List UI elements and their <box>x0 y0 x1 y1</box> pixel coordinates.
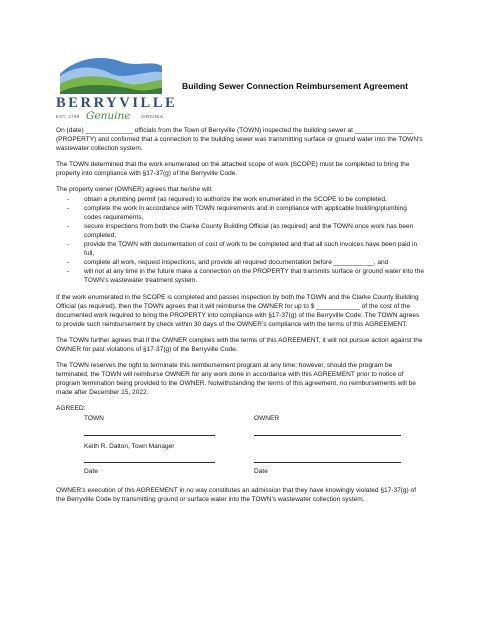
paragraph-termination: The TOWN reserves the right to terminate this reimbursement program at any time; however, should the program be terminated, the TOWN will reimburse OWNER for any work done in accordance with this AGREEMENT prior to notice of program termination being provided to the OWNER. Notwithstanding the terms of this agreement, no reimbursements will be made after December 15, 2022. <box>56 362 416 397</box>
list-item: - secure inspections from both the Clarke County Building Official (as required) and the TOWN once work has been completed, <box>67 222 414 239</box>
owner-date-label: Date <box>254 467 268 475</box>
berryville-logo <box>56 52 178 130</box>
document-title: Building Sewer Connection Reimbursement Agreement <box>182 81 409 91</box>
logo-state: VIRGINIA <box>141 114 164 119</box>
list-item: - complete the work in accordance with TOWN requirements and in compliance with applicable building/plumbing codes requirements, <box>67 204 407 221</box>
paragraph-owner-agrees: The property owner (OWNER) agrees that he/she will: <box>56 186 213 194</box>
paragraph-scope: The TOWN determined that the work enumerated on the attached scope of work (SCOPE) must be completed to bring the property into compliance with §17-37(g) of the Berryville Code. <box>56 161 410 178</box>
paragraph-reimbursement: If the work enumerated in the SCOPE is completed and passes inspection by both the TOWN and the Clarke County Building Official (as required), then the TOWN agrees that it will reimburse the OWNER for up to $ ____________ of the cost of the documented work required to bring the PROPERTY into compliance with §17-37(g) of the Berryville Code. The TOWN agrees to provide such reimbursement by check within 30 days of the OWNER’s compliance with the terms of this AGREEMENT. <box>56 293 420 328</box>
logo-name: BERRYVILLE <box>56 95 178 111</box>
list-item: - will not at any time in the future make a connection on the PROPERTY that transmits surface or ground water into the TOWN’s wastewater treatment system. <box>67 268 425 285</box>
hills-logo-icon <box>56 52 166 94</box>
town-label: TOWN <box>84 414 104 422</box>
list-item: - obtain a plumbing permit (as required) to authorize the work enumerated in the SCOPE to be completed, <box>67 195 387 203</box>
logo-established: EST. 1798 <box>56 114 80 119</box>
list-item: - complete all work, request inspections, and provide all required documentation before ___________, and <box>67 259 389 267</box>
town-date-line[interactable] <box>84 462 215 463</box>
paragraph-no-action: The TOWN further agrees that if the OWNER complies with the terms of this AGREEMENT, it will not pursue action against the OWNER for past violations of §17-37(g) of the Berryville Code. <box>56 336 423 353</box>
town-signer-name: Keith R. Dalton, Town Manager <box>84 442 175 450</box>
agreed-label: AGREED: <box>56 405 86 413</box>
paragraph-inspection: On (date) _____________ officials from the Town of Berryville (TOWN) inspected the building sewer at ________________ (PROPERTY) and confirmed that a connection to the building sewer was transmitting surface or ground water into the TOWN’s wastewater collection system. <box>56 127 423 153</box>
logo-tagline: Genuine <box>86 110 131 122</box>
owner-signature-line[interactable] <box>254 435 401 436</box>
town-signature-line[interactable] <box>84 435 215 436</box>
owner-label: OWNER <box>254 414 280 422</box>
owner-date-line[interactable] <box>254 462 401 463</box>
owner-obligations-list <box>56 195 426 286</box>
paragraph-no-admission: OWNER’s execution of this AGREEMENT in no way constitutes an admission that they have knowingly violated §17-37(g) of the Berryville Code by transmitting ground or surface water into the TOWN’s wastewater collection system. <box>56 486 417 503</box>
document-body <box>56 126 426 511</box>
list-item: - provide the TOWN with documentation of cost of work to be completed and that all such invoices have been paid in full, <box>67 241 418 258</box>
town-date-label: Date <box>84 467 98 475</box>
